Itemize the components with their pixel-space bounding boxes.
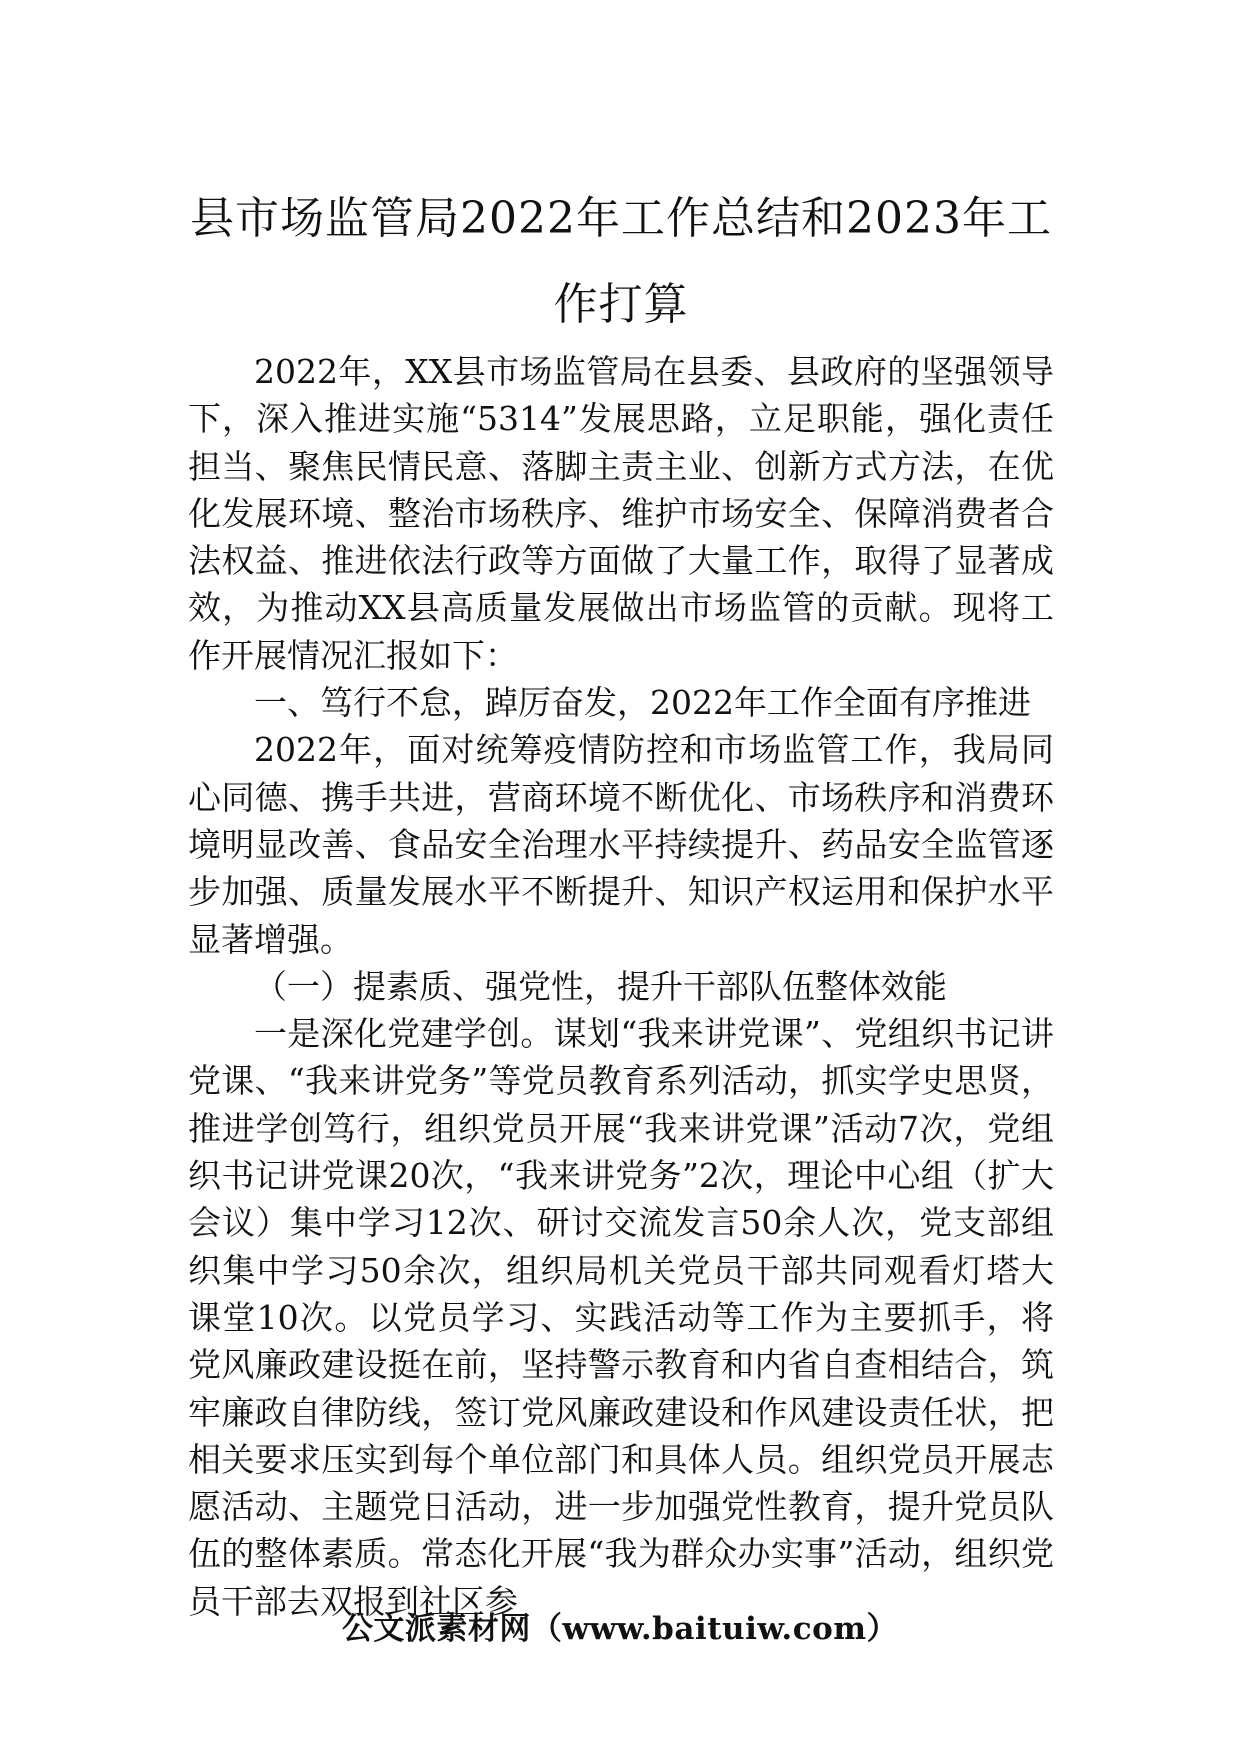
document-body xyxy=(188,348,1054,1625)
party-building-paragraph: 一是深化党建学创。谋划“我来讲党课”、党组织书记讲党课、“我来讲党务”等党员教育系列活动，抓实学史思贤，推进学创笃行，组织党员开展“我来讲党课”活动7次，党组织书记讲党课20次，“我来讲党务”2次，理论中心组（扩大会议）集中学习12次、研讨交流发言50余人次，党支部组织集中学习50余次，组织局机关党员干部共同观看灯塔大课堂10次。以党员学习、实践活动等工作为主要抓手，将党风廉政建设挺在前，坚持警示教育和内省自查相结合，筑牢廉政自律防线，签订党风廉政建设和作风建设责任状，把相关要求压实到每个单位部门和具体人员。组织党员开展志愿活动、主题党日活动，进一步加强党性教育，提升党员队伍的整体素质。常态化开展“我为群众办实事”活动，组织党员干部去双报到社区参 xyxy=(188,1014,1054,1621)
title-line-1: 县市场监管局2022年工作总结和2023年工 xyxy=(190,193,1052,244)
section-heading-1: 一、笃行不怠，踔厉奋发，2022年工作全面有序推进 xyxy=(254,683,1031,723)
intro-paragraph: 2022年，XX县市场监管局在县委、县政府的坚强领导下，深入推进实施“5314”发展思路，立足职能，强化责任担当、聚焦民情民意、落脚主责主业、创新方式方法，在优化发展环境、整治市场秩序、维护市场安全、保障消费者合法权益、推进依法行政等方面做了大量工作，取得了显著成效，为推动XX县高质量发展做出市场监管的贡献。现将工作开展情况汇报如下： xyxy=(188,352,1054,675)
subsection-heading-1: （一）提素质、强党性，提升干部队伍整体效能 xyxy=(254,966,947,1006)
title-line-2: 作打算 xyxy=(553,279,689,330)
section-summary-paragraph: 2022年，面对统筹疫情防控和市场监管工作，我局同心同德、携手共进，营商环境不断优化、市场秩序和消费环境明显改善、食品安全治理水平持续提升、药品安全监管逐步加强、质量发展水平不断提升、知识产权运用和保护水平显著增强。 xyxy=(188,730,1054,959)
document-title xyxy=(186,176,1056,348)
footer-watermark: 公文派素材网（www.baituiw.com） xyxy=(341,1611,899,1647)
